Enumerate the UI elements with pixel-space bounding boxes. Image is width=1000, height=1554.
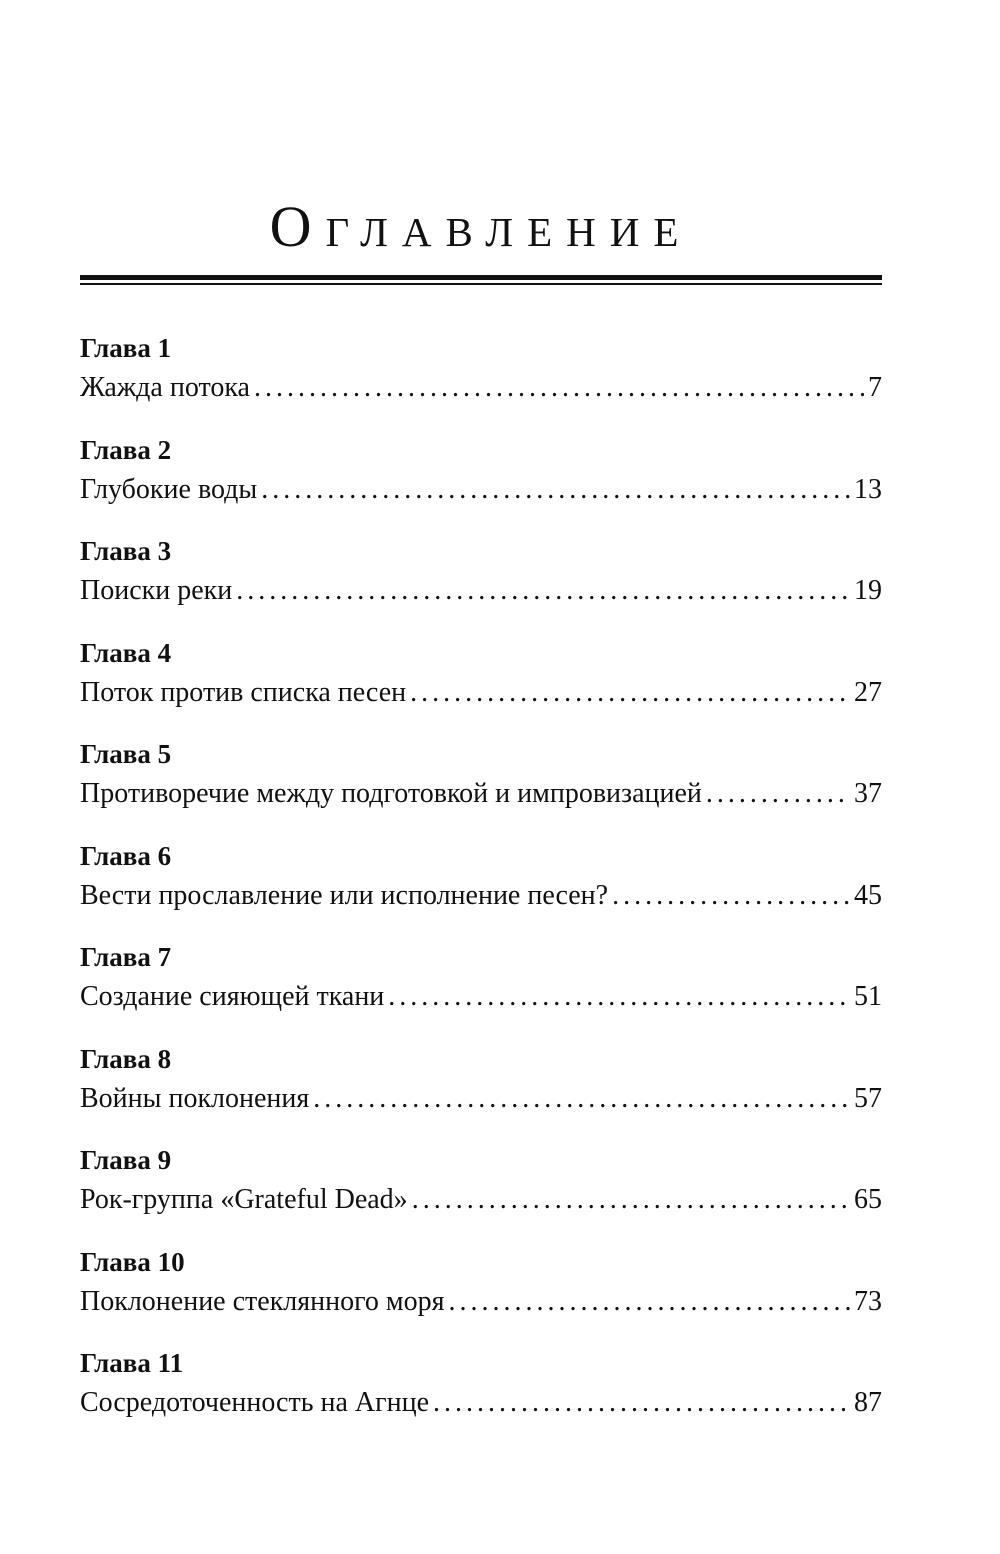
toc-entry[interactable]: [80, 977, 882, 1017]
toc-entry[interactable]: [80, 774, 882, 814]
page-number: 37: [854, 778, 882, 809]
chapter-label: Глава 11: [80, 1348, 184, 1378]
chapter-title: Поклонение стеклянного моря: [80, 1285, 445, 1317]
toc-entry[interactable]: [80, 1383, 882, 1423]
dot-leader: [236, 571, 850, 611]
chapter-label: Глава 6: [80, 840, 172, 871]
page-number: 57: [854, 1082, 882, 1114]
chapter-label: Глава 8: [80, 1043, 172, 1074]
chapter-title: Сосредоточенность на Агнце: [80, 1387, 430, 1418]
dot-leader: [433, 1383, 850, 1423]
page-number: 19: [854, 575, 882, 606]
chapter-label: Глава 2: [80, 434, 172, 465]
title-rule: [80, 275, 882, 285]
toc-chapter-4: [80, 635, 882, 737]
chapter-label: Глава 9: [80, 1145, 172, 1175]
toc-entry[interactable]: [80, 368, 882, 408]
chapter-title: Создание сияющей ткани: [80, 981, 385, 1012]
dot-leader: [410, 673, 850, 713]
dot-leader: [388, 977, 850, 1017]
toc-entry[interactable]: [80, 571, 882, 611]
toc-entry[interactable]: [80, 470, 882, 510]
chapter-title: Противоречие между подготовкой и импровизацией: [80, 778, 702, 809]
chapter-title: Поток против списка песен: [80, 676, 407, 708]
dot-leader: [261, 470, 850, 510]
toc-chapter-7: [80, 939, 882, 1041]
chapter-title: Глубокие воды: [80, 473, 258, 505]
dot-leader: [254, 368, 864, 408]
toc-chapter-2: [80, 432, 882, 534]
toc-chapter-9: [80, 1142, 882, 1244]
toc-entry[interactable]: [80, 1282, 882, 1322]
chapter-label: Глава 5: [80, 739, 172, 769]
page-number: 51: [854, 981, 882, 1012]
page-number: 45: [854, 879, 882, 911]
toc-chapter-6: [80, 838, 882, 940]
toc-entry[interactable]: [80, 673, 882, 713]
toc-chapter-1: [80, 330, 882, 432]
page-number: 7: [868, 372, 882, 403]
chapter-title: Вести прославление или исполнение песен?: [80, 879, 609, 911]
chapter-label: Глава 7: [80, 942, 172, 972]
dot-leader: [313, 1079, 850, 1119]
dot-leader: [449, 1282, 850, 1322]
toc-page: [80, 0, 882, 1554]
page-title: Оглавление: [269, 194, 693, 259]
chapter-label: Глава 3: [80, 536, 172, 566]
toc-chapter-5: [80, 736, 882, 838]
toc-chapter-10: [80, 1244, 882, 1346]
dot-leader: [612, 876, 850, 916]
page-number: 65: [854, 1184, 882, 1215]
chapter-label: Глава 4: [80, 637, 172, 668]
dot-leader: [706, 774, 850, 814]
toc-chapter-11: [80, 1345, 882, 1447]
toc-chapter-8: [80, 1041, 882, 1143]
toc-entry[interactable]: [80, 876, 882, 916]
toc-chapter-3: [80, 533, 882, 635]
rule-thin-line: [80, 283, 882, 285]
chapter-label: Глава 10: [80, 1246, 185, 1277]
table-of-contents: [80, 330, 882, 1447]
page-number: 13: [854, 473, 882, 505]
toc-entry[interactable]: [80, 1079, 882, 1119]
chapter-title: Поиски реки: [80, 575, 233, 606]
chapter-title: Войны поклонения: [80, 1082, 310, 1114]
page-number: 27: [854, 676, 882, 708]
page-number: 87: [854, 1387, 882, 1418]
page-number: 73: [854, 1285, 882, 1317]
chapter-title: Рок-группа «Grateful Dead»: [80, 1184, 408, 1215]
chapter-title: Жажда потока: [80, 372, 250, 403]
toc-entry[interactable]: [80, 1180, 882, 1220]
dot-leader: [412, 1180, 850, 1220]
chapter-label: Глава 1: [80, 333, 172, 363]
